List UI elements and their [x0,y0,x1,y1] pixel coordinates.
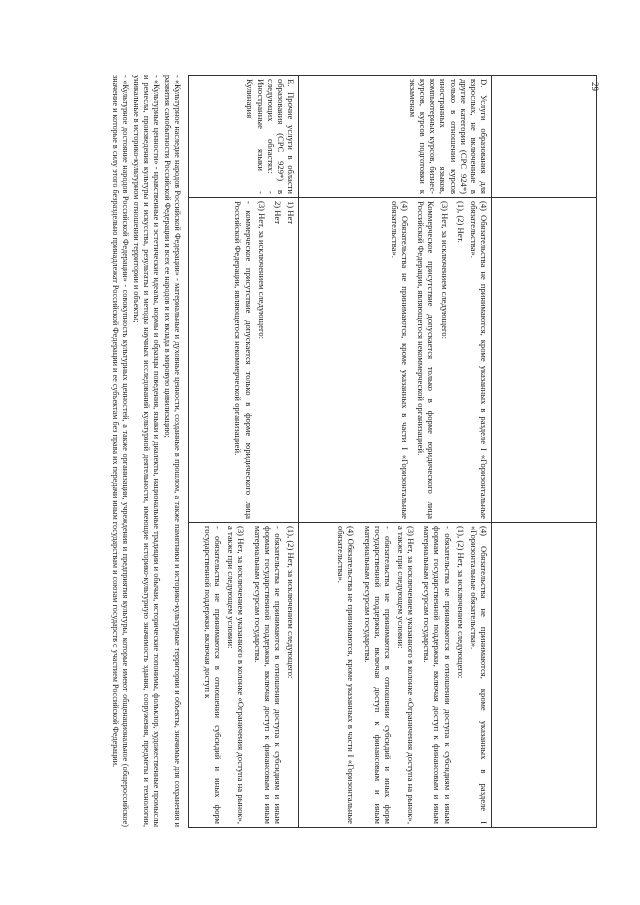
paragraph: - обязательства не принимаются в отношении доступа к субсидиям и иным формам государственной поддержки, включая доступ к финансовым и иным материальным ресурсам государства. [252,526,283,824]
page-number: 29 [590,82,600,91]
table-row [189,76,299,828]
paragraph: - обязательства не принимаются в отношении доступа к субсидиям и иным формам государственной поддержки, включая доступ к финансовым и иным материальным ресурсам государства. [422,526,453,824]
paragraph: Коммерческое присутствие допускается только в форме юридического лица Российской Федерации, являющегося некоммерческой организацией. [416,201,437,519]
service-sector-cell [299,76,492,198]
market-access-cell [189,198,299,523]
table-row [299,76,492,828]
paragraph: (3) Нет, за исключением следующего: [256,201,267,339]
service-sector-text: E. Прочие услуги в области образования (СРС 929*) в следующих областях: - Иностранные языки - Кулинария [245,79,296,194]
table-cell [492,198,597,523]
paragraph: 2) Нет [272,201,283,225]
paragraph: 1) Нет [286,201,296,225]
table-row [492,76,597,828]
service-sector-cell [189,76,299,198]
paragraph: (3) Нет, за исключением указанного в колонке «Ограничения доступа на рынок», а также при следующем условии: [396,526,417,824]
paragraph: - обязательства не принимаются в отношении субсидий и иных форм государственной поддержки, включая доступ к [203,526,224,824]
footnote: - «Культурное наследие народов Российской Федерации» - материальные и духовные ценности, созданные в прошлом, а также памятники и историко-культурные территории и объекты, значимые для сохранения и развития самобытности Российской Федерации и всех ее народов и их вклада в мировую цивилизацию; [163,75,182,827]
paragraph: (1), (2) Нет, за исключением следующего: [286,526,296,679]
paragraph: (3) Нет, за исключением указанного в колонке «Ограничения доступа на рынок», а также при следующем условии: [226,526,247,824]
service-sector-text: D. Услуги образования для взрослых, не включенные в другие категории (СРС 924*) только в отношении курсов иностранных языков, компьютерных курсов, бизнес-курсов, курсов подготовки к экзаменам [408,79,489,194]
national-treatment-cell [189,523,299,828]
paragraph: (3) Нет, за исключением следующего: [439,201,450,339]
market-access-cell [299,198,492,523]
national-treatment-cell [299,523,492,828]
paragraph: - обязательства не принимаются в отношении субсидий и иных форм государственной поддержки, включая доступ к финансовым и иным материальным ресурсам государства. [362,526,393,824]
footnote: - «Культурные ценности» - нравственные и эстетические идеалы, нормы и образцы поведения, языки и диалекты, национальные традиции и обычаи, исторические топонимы, фольклор, художественные промыслы и ремесла, произведения культуры и искусства, результаты и методы научных исследований культурной деятельности, имеющие историко-культурную значимость здания, сооружения, предметы и технологии, уникальные в историко-культурном отношении территории и объекты; [132,75,161,827]
footnotes [110,75,182,827]
paragraph: - коммерческое присутствие допускается только в форме юридического лица Российской Федерации, являющегося некоммерческой организацией. [233,201,254,519]
paragraph: (4) Обязательства не принимаются, кроме указанных в части I «Горизонтальные обязательства». [336,526,357,824]
paragraph: (1), (2) Нет. [455,201,466,243]
commitments-table [188,75,597,828]
rotated-page-content [77,75,597,827]
paragraph: (4) Обязательства не принимаются, кроме указанных в разделе I «Горизонтальные обязательства». [468,526,489,824]
table-cell [492,523,597,828]
paragraph: (1), (2) Нет, за исключением следующего: [455,526,466,679]
table-cell [492,76,597,198]
paragraph: (4) Обязательства не принимаются, кроме указанных в части I «Горизонтальные обязательства». [390,201,411,519]
footnote: - «Культурное достояние народов Российской Федерации» - совокупность культурных ценностей, а также организации, учреждения и предприятия культуры, которые имеют общенациональное (общероссийское) значение и которые в силу этого безраздельно принадлежат Российской Федерации и ее субъектам без права их передачи иным государствам и союзам государств с участием Российской Федерации. [111,75,130,827]
paragraph: (4) Обязательства не принимаются, кроме указанных в разделе I «Горизонтальные обязательства». [468,201,489,519]
